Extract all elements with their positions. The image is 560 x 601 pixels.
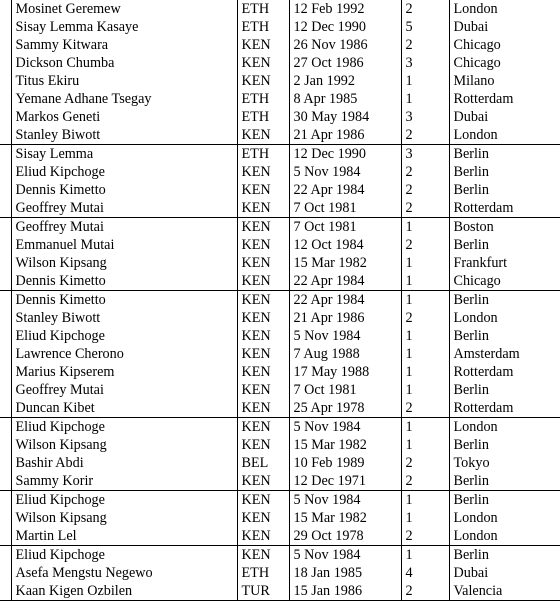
position-cell: 2 [401,126,449,145]
athlete-name-cell: Dennis Kimetto [11,181,237,199]
table-row [0,291,560,310]
position-cell: 1 [401,491,449,510]
row-gutter [0,90,11,108]
birth-date-cell: 7 Oct 1981 [289,381,401,399]
race-city-cell: London [449,418,560,437]
table-row [0,272,560,291]
table-row [0,181,560,199]
athlete-name-cell: Wilson Kipsang [11,509,237,527]
athlete-name-cell: Dennis Kimetto [11,291,237,310]
nationality-cell: KEN [237,527,289,546]
nationality-cell: KEN [237,181,289,199]
position-cell: 2 [401,472,449,491]
table-row [0,108,560,126]
table-row [0,163,560,181]
athlete-name-cell: Wilson Kipsang [11,254,237,272]
row-gutter [0,291,11,310]
race-city-cell: Boston [449,218,560,237]
race-city-cell: Valencia [449,582,560,601]
row-gutter [0,491,11,510]
table-row [0,399,560,418]
race-city-cell: Berlin [453,382,489,398]
position-cell: 1 [401,291,449,310]
row-gutter [0,0,11,18]
position-cell: 3 [401,145,449,164]
table-row [0,36,560,54]
athlete-name-cell: Markos Geneti [11,108,237,126]
table-row [0,527,560,546]
table-row [0,236,560,254]
race-city-cell: Berlin [453,473,489,489]
table-row [0,381,560,399]
row-gutter [0,399,11,418]
birth-date-cell: 22 Apr 1984 [289,272,401,291]
birth-date-cell: 30 May 1984 [289,108,401,126]
row-gutter [0,363,11,381]
nationality-cell: KEN [237,254,289,272]
athlete-name-cell: Eliud Kipchoge [11,546,237,565]
nationality-cell: KEN [237,272,289,291]
nationality-cell: BEL [237,454,289,472]
birth-date-cell: 27 Oct 1986 [289,54,401,72]
race-city-cell: Berlin [449,491,560,510]
birth-date-cell: 15 Jan 1986 [289,582,401,601]
athlete-name-cell: Sammy Kitwara [11,36,237,54]
nationality-cell: KEN [237,491,289,510]
birth-date-cell: 12 Feb 1992 [289,0,401,18]
row-gutter [0,582,11,601]
row-gutter [0,509,11,527]
row-gutter [0,327,11,345]
position-cell: 2 [401,454,449,472]
nationality-cell: KEN [237,399,289,418]
row-gutter [0,436,11,454]
nationality-cell: KEN [237,199,289,218]
nationality-cell: KEN [237,345,289,363]
race-city-cell: London [453,127,498,143]
position-cell: 1 [401,381,449,399]
nationality-cell: KEN [237,363,289,381]
birth-date-cell: 15 Mar 1982 [289,254,401,272]
race-city-cell: Rotterdam [453,364,514,380]
row-gutter [0,472,11,491]
athlete-name-cell: Marius Kipserem [11,363,237,381]
table-row [0,0,560,18]
row-gutter [0,54,11,72]
birth-date-cell: 15 Mar 1982 [289,509,401,527]
row-gutter [0,272,11,291]
birth-date-cell: 12 Oct 1984 [289,236,401,254]
athlete-name-cell: Sisay Lemma Kasaye [11,18,237,36]
table-row [0,218,560,237]
race-city-cell: Milano [453,73,495,89]
position-cell: 3 [401,54,449,72]
athlete-name-cell: Geoffrey Mutai [11,199,237,218]
athlete-name-cell: Lawrence Cherono [11,345,237,363]
birth-date-cell: 18 Jan 1985 [289,564,401,582]
row-gutter [0,181,11,199]
row-gutter [0,527,11,546]
race-city-cell: Rotterdam [453,91,514,107]
birth-date-cell: 7 Oct 1981 [289,218,401,237]
birth-date-cell: 12 Dec 1990 [289,145,401,164]
position-cell: 1 [401,345,449,363]
athlete-name-cell: Sisay Lemma [11,145,237,164]
birth-date-cell: 5 Nov 1984 [289,327,401,345]
race-city-cell: Dubai [453,565,489,581]
athlete-name-cell: Wilson Kipsang [11,436,237,454]
table-row [0,454,560,472]
nationality-cell: ETH [237,18,289,36]
position-cell: 2 [401,0,449,18]
table-row [0,491,560,510]
row-gutter [0,254,11,272]
birth-date-cell: 15 Mar 1982 [289,436,401,454]
birth-date-cell: 12 Dec 1990 [289,18,401,36]
nationality-cell: TUR [237,582,289,601]
row-gutter [0,108,11,126]
table-row [0,436,560,454]
birth-date-cell: 17 May 1988 [289,363,401,381]
table-row [0,199,560,218]
row-gutter [0,126,11,145]
athlete-name-cell: Dennis Kimetto [11,272,237,291]
row-gutter [0,18,11,36]
athlete-name-cell: Titus Ekiru [11,72,237,90]
race-city-cell: London [453,528,498,544]
table-row [0,72,560,90]
race-city-cell: Berlin [453,437,489,453]
position-cell: 2 [401,309,449,327]
race-city-cell: Chicago [453,37,501,53]
nationality-cell: KEN [237,509,289,527]
race-city-cell: Amsterdam [453,346,520,362]
birth-date-cell: 22 Apr 1984 [289,291,401,310]
table-row [0,564,560,582]
race-city-cell: Tokyo [453,455,490,471]
table-row [0,54,560,72]
row-gutter [0,199,11,218]
table-row [0,126,560,145]
nationality-cell: ETH [237,90,289,108]
race-city-cell: Berlin [449,546,560,565]
nationality-cell: KEN [237,472,289,491]
birth-date-cell: 21 Apr 1986 [289,126,401,145]
nationality-cell: KEN [237,218,289,237]
race-city-cell: Berlin [449,291,560,310]
athlete-name-cell: Eliud Kipchoge [11,491,237,510]
row-gutter [0,546,11,565]
table-row [0,309,560,327]
birth-date-cell: 29 Oct 1978 [289,527,401,546]
birth-date-cell: 5 Nov 1984 [289,491,401,510]
athlete-name-cell: Yemane Adhane Tsegay [11,90,237,108]
athlete-name-cell: Kaan Kigen Ozbilen [11,582,237,601]
nationality-cell: ETH [237,0,289,18]
nationality-cell: KEN [237,381,289,399]
position-cell: 1 [401,418,449,437]
nationality-cell: KEN [237,163,289,181]
athlete-name-cell: Eliud Kipchoge [11,327,237,345]
race-city-cell: London [453,510,498,526]
race-city-cell: Dubai [453,19,489,35]
birth-date-cell: 7 Oct 1981 [289,199,401,218]
nationality-cell: KEN [237,436,289,454]
race-city-cell: London [453,310,498,326]
nationality-cell: ETH [237,108,289,126]
athlete-name-cell: Eliud Kipchoge [11,163,237,181]
position-cell: 1 [401,509,449,527]
birth-date-cell: 12 Dec 1971 [289,472,401,491]
race-city-cell: Dubai [453,109,489,125]
row-gutter [0,418,11,437]
nationality-cell: KEN [237,36,289,54]
position-cell: 4 [401,564,449,582]
position-cell: 2 [401,236,449,254]
position-cell: 1 [401,436,449,454]
nationality-cell: KEN [237,72,289,90]
race-city-cell: London [453,1,498,17]
position-cell: 3 [401,108,449,126]
table-row [0,90,560,108]
athlete-name-cell: Emmanuel Mutai [11,236,237,254]
nationality-cell: KEN [237,291,289,310]
table-row [0,145,560,164]
athlete-name-cell: Bashir Abdi [11,454,237,472]
position-cell: 2 [401,527,449,546]
table-row [0,327,560,345]
race-city-cell: Chicago [453,273,501,289]
row-gutter [0,345,11,363]
position-cell: 1 [401,272,449,291]
nationality-cell: KEN [237,546,289,565]
row-gutter [0,454,11,472]
row-gutter [0,309,11,327]
athlete-name-cell: Mosinet Geremew [11,0,237,18]
birth-date-cell: 2 Jan 1992 [289,72,401,90]
row-gutter [0,163,11,181]
birth-date-cell: 22 Apr 1984 [289,181,401,199]
race-city-cell: Berlin [449,145,560,164]
row-gutter [0,145,11,164]
nationality-cell: KEN [237,418,289,437]
athlete-name-cell: Sammy Korir [11,472,237,491]
table-row [0,472,560,491]
position-cell: 1 [401,90,449,108]
position-cell: 2 [401,163,449,181]
birth-date-cell: 8 Apr 1985 [289,90,401,108]
position-cell: 2 [401,399,449,418]
athlete-name-cell: Geoffrey Mutai [11,381,237,399]
table-row [0,18,560,36]
table-row [0,418,560,437]
position-cell: 1 [401,327,449,345]
nationality-cell: KEN [237,327,289,345]
position-cell: 2 [401,199,449,218]
birth-date-cell: 5 Nov 1984 [289,163,401,181]
position-cell: 1 [401,218,449,237]
race-city-cell: Frankfurt [453,255,508,271]
race-city-cell: Rotterdam [453,200,514,216]
race-city-cell: Berlin [453,182,489,198]
position-cell: 1 [401,363,449,381]
birth-date-cell: 5 Nov 1984 [289,418,401,437]
table-row [0,254,560,272]
birth-date-cell: 10 Feb 1989 [289,454,401,472]
position-cell: 5 [401,18,449,36]
position-cell: 1 [401,254,449,272]
athlete-name-cell: Asefa Mengstu Negewo [11,564,237,582]
table-row [0,546,560,565]
position-cell: 1 [401,72,449,90]
table-row [0,582,560,601]
row-gutter [0,72,11,90]
birth-date-cell: 7 Aug 1988 [289,345,401,363]
race-city-cell: Berlin [453,164,489,180]
birth-date-cell: 5 Nov 1984 [289,546,401,565]
birth-date-cell: 26 Nov 1986 [289,36,401,54]
row-gutter [0,236,11,254]
row-gutter [0,36,11,54]
athlete-name-cell: Duncan Kibet [11,399,237,418]
nationality-cell: KEN [237,126,289,145]
birth-date-cell: 21 Apr 1986 [289,309,401,327]
position-cell: 2 [401,582,449,601]
athlete-name-cell: Eliud Kipchoge [11,418,237,437]
athlete-name-cell: Stanley Biwott [11,309,237,327]
athlete-name-cell: Geoffrey Mutai [11,218,237,237]
row-gutter [0,218,11,237]
row-gutter [0,381,11,399]
table-row [0,509,560,527]
position-cell: 1 [401,546,449,565]
race-city-cell: Berlin [453,328,489,344]
race-city-cell: Rotterdam [453,400,514,416]
race-city-cell: Chicago [453,55,501,71]
nationality-cell: ETH [237,145,289,164]
nationality-cell: KEN [237,309,289,327]
table-row [0,363,560,381]
position-cell: 2 [401,181,449,199]
birth-date-cell: 25 Apr 1978 [289,399,401,418]
athlete-name-cell: Dickson Chumba [11,54,237,72]
race-city-cell: Berlin [453,237,489,253]
nationality-cell: KEN [237,236,289,254]
nationality-cell: KEN [237,54,289,72]
athlete-name-cell: Martin Lel [11,527,237,546]
athlete-name-cell: Stanley Biwott [11,126,237,145]
row-gutter [0,564,11,582]
position-cell: 2 [401,36,449,54]
nationality-cell: ETH [237,564,289,582]
table-row [0,345,560,363]
